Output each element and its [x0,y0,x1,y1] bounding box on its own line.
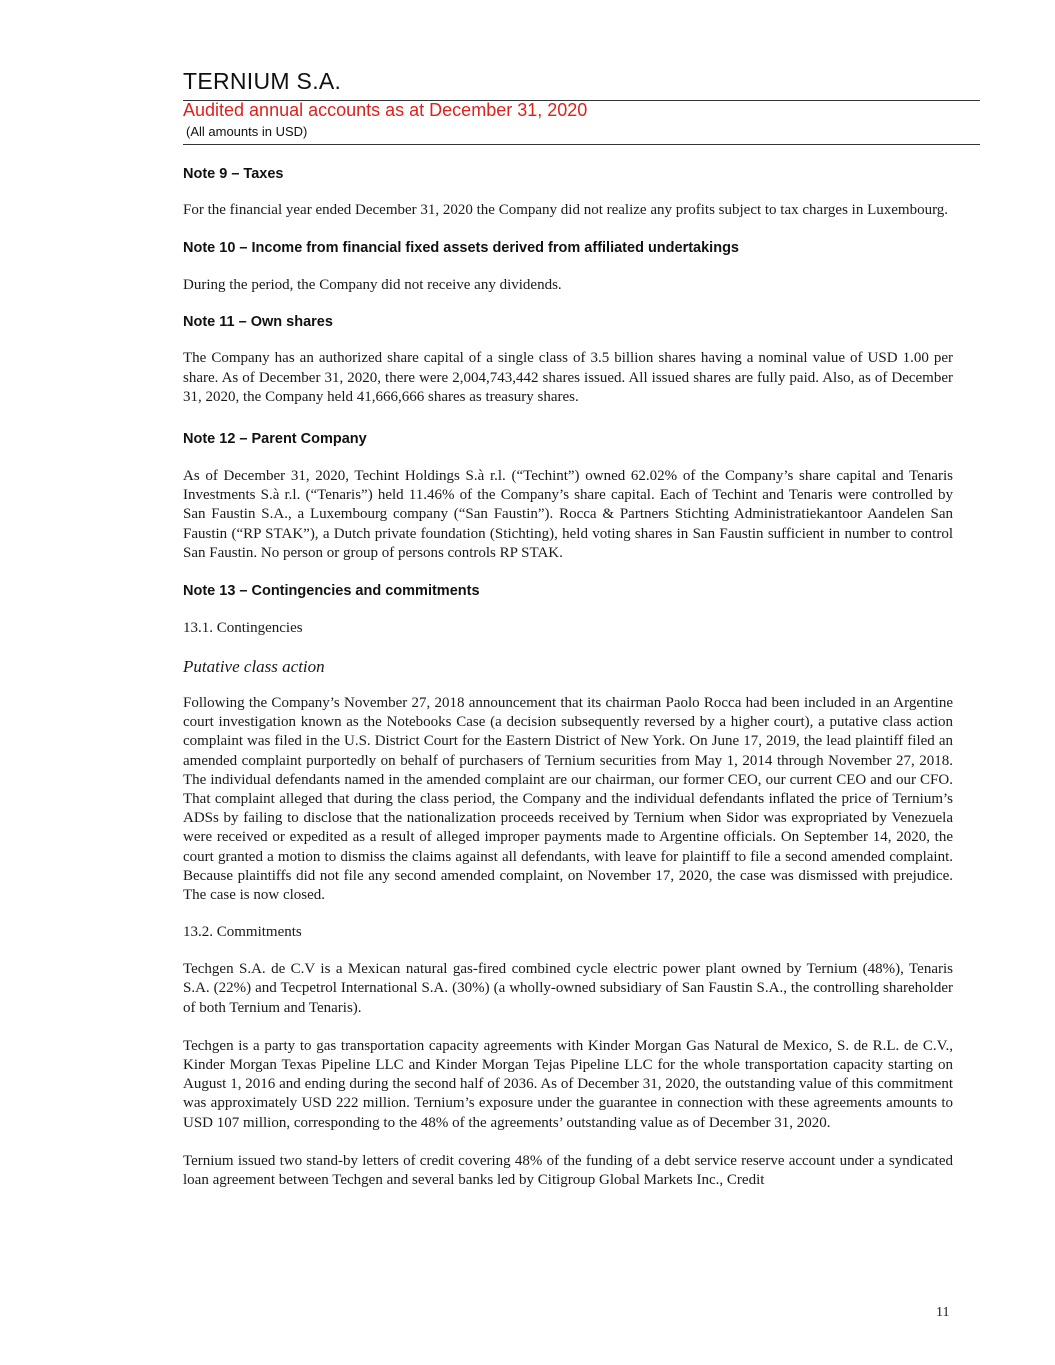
class-action-paragraph: Following the Company’s November 27, 2018 announcement that its chairman Paolo Rocca had been included in an Argentine court investigation known as the Notebooks Case (a decision subsequently reversed by a higher court), a putative class action complaint was filed in the U.S. District Court for the Eastern District of New York. On June 17, 2019, the lead plaintiff filed an amended complaint purportedly on behalf of purchasers of Ternium securities from May 1, 2014 through November 27, 2018. The individual defendants named in the amended complaint are our chairman, our former CEO, our current CEO and our CFO. That complaint alleged that during the class period, the Company and the individual defendants inflated the price of Ternium’s ADSs by failing to disclose that the nationalization proceeds received by Ternium when Sidor was expropriated by Venezuela were received or expedited as a result of alleged improper payments made to Argentine officials. On September 14, 2020, the court granted a motion to dismiss the claims against all defendants, with leave for plaintiff to file a second amended complaint. Because plaintiffs did not file any second amended complaint, on November 17, 2020, the case was dismissed with prejudice. The case is now closed. [183,695,953,904]
letters-of-credit-paragraph: Ternium issued two stand-by letters of credit covering 48% of the funding of a debt service reserve account under a syndicated loan agreement between Techgen and several banks led by Citigroup Global Markets Inc., Credit [183,1152,953,1189]
document-subtitle: Audited annual accounts as at December 31, 2020 [183,100,588,120]
note-11-paragraph: The Company has an authorized share capital of a single class of 3.5 billion shares having a nominal value of USD 1.00 per share. As of December 31, 2020, there were 2,004,743,442 shares issued. All issued shares are fully paid. Also, as of December 31, 2020, the Company held 41,666,666 shares as treasury shares. [183,350,953,405]
commitments-subheading: 13.2. Commitments [183,924,302,941]
note-9-title: Note 9 – Taxes [183,166,284,182]
page-number: 11 [936,1305,950,1320]
note-9-paragraph: For the financial year ended December 31, 2020 the Company did not realize any profits subject to tax charges in Luxembourg. [183,202,949,218]
class-action-heading: Putative class action [183,657,325,677]
company-name: TERNIUM S.A. [183,68,342,94]
gas-transportation-paragraph: Techgen is a party to gas transportation capacity agreements with Kinder Morgan Gas Natural de Mexico, S. de R.L. de C.V., Kinder Morgan Texas Pipeline LLC and Kinder Morgan Tejas Pipeline LLC for the whole transportation capacity starting on August 1, 2016 and ending during the second half of 2036. As of December 31, 2020, the outstanding value of this commitment was approximately USD 222 million. Ternium’s exposure under the guarantee in connection with these agreements amounts to USD 107 million, corresponding to the 48% of the agreements’ outstanding value as of December 31, 2020. [183,1037,953,1131]
header-bottom-rule [183,144,980,145]
note-12-paragraph: As of December 31, 2020, Techint Holdings S.à r.l. (“Techint”) owned 62.02% of the Company’s share capital and Tenaris Investments S.à r.l. (“Tenaris”) held 11.46% of the Company’s share capital. Each of Techint and Tenaris were controlled by San Faustin S.A., a Luxembourg company (“San Faustin”). Rocca & Partners Stichting Administratiekantoor Aandelen San Faustin (“RP STAK”), a Dutch private foundation (Stichting), held voting shares in San Faustin sufficient in number to control San Faustin. No person or group of persons controls RP STAK. [183,468,953,561]
note-10-title: Note 10 – Income from financial fixed assets derived from affiliated undertakings [183,240,739,257]
note-10-paragraph: During the period, the Company did not receive any dividends. [183,277,562,294]
note-11-title: Note 11 – Own shares [183,314,333,331]
amounts-note: (All amounts in USD) [186,124,308,139]
note-12-title: Note 12 – Parent Company [183,431,367,448]
contingencies-subheading: 13.1. Contingencies [183,620,303,637]
techgen-ownership-paragraph: Techgen S.A. de C.V is a Mexican natural gas-fired combined cycle electric power plant owned by Ternium (48%), Tenaris S.A. (22%) and Tecpetrol International S.A. (30%) (a wholly-owned subsidiary of San Faustin S.A., the controlling shareholder of both Ternium and Tenaris). [183,961,953,1016]
note-13-title: Note 13 – Contingencies and commitments [183,583,480,600]
document-body [183,164,953,1190]
